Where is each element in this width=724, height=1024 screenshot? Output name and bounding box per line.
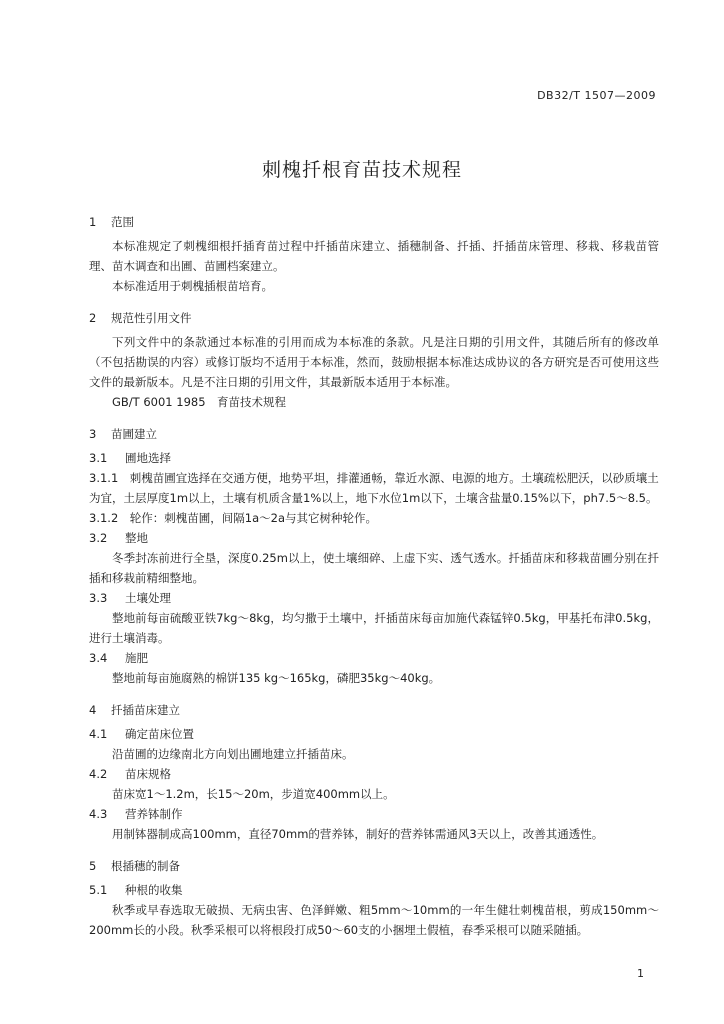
clause: 3.1.2 轮作：刺槐苗圃，间隔1a～2a与其它树种轮作。 (89, 511, 377, 525)
paragraph: 冬季封冻前进行全垦，深度0.25m以上，使土壤细碎、上虚下实、透气透水。扦插苗床和移栽苗圃分别在扦插和移栽前精细整地。 (89, 551, 659, 585)
subsection-heading: 4.3 营养钵制作 (89, 807, 183, 821)
section-heading-5: 5 根插穗的制备 (89, 859, 180, 873)
paragraph: 下列文件中的条款通过本标准的引用而成为本标准的条款。凡是注日期的引用文件，其随后所有的修改单（不包括勘误的内容）或修订版均不适用于本标准，然而，鼓励根据本标准达成协议的各方研究是否可使用这些文件的最新版本。凡是不注日期的引用文件，其最新版本适用于本标准。 (89, 335, 659, 389)
subsection-heading: 4.1 确定苗床位置 (89, 727, 194, 741)
page-number: 1 (637, 967, 644, 980)
subsection-heading: 3.4 施肥 (89, 651, 148, 665)
subsection-heading: 5.1 种根的收集 (89, 883, 183, 897)
subsection-heading: 3.3 土壤处理 (89, 591, 171, 605)
paragraph: 沿苗圃的边缘南北方向划出圃地建立扦插苗床。 (112, 747, 354, 761)
section-heading-1: 1 范围 (89, 215, 134, 229)
paragraph: 苗床宽1～1.2m，长15～20m，步道宽400mm以上。 (112, 787, 395, 801)
paragraph: 用制钵器制成高100mm，直径70mm的营养钵，制好的营养钵需通风3天以上，改善其通透性。 (112, 827, 604, 841)
section-heading-3: 3 苗圃建立 (89, 427, 157, 441)
document-body (89, 212, 659, 940)
paragraph: 秋季或早春选取无破损、无病虫害、色泽鲜嫩、粗5mm～10mm的一年生健壮刺槐苗根，剪成150mm～200mm长的小段。秋季采根可以将根段打成50～60支的小捆埋土假植，春季采根可以随采随插。 (89, 903, 659, 937)
clause: 3.1.1 刺槐苗圃宜选择在交通方便，地势平坦，排灌通畅，靠近水源、电源的地方。土壤疏松肥沃，以砂质壤土为宜，土层厚度1m以上，土壤有机质含量1%以上，地下水位1m以下，土壤含盐量0.15%以下，ph7.5～8.5。 (89, 471, 659, 505)
section-heading-4: 4 扦插苗床建立 (89, 703, 180, 717)
document-code: DB32/T 1507—2009 (537, 89, 656, 102)
subsection-heading: 4.2 苗床规格 (89, 767, 171, 781)
subsection-heading: 3.1 圃地选择 (89, 451, 171, 465)
paragraph: 整地前每亩施腐熟的棉饼135 kg～165kg，磷肥35kg～40kg。 (112, 671, 441, 685)
section-heading-2: 2 规范性引用文件 (89, 311, 192, 325)
paragraph: 本标准适用于刺槐插根苗培育。 (112, 279, 273, 293)
subsection-heading: 3.2 整地 (89, 531, 148, 545)
paragraph: 整地前每亩硫酸亚铁7kg～8kg，均匀撒于土壤中，扦插苗床每亩加施代森锰锌0.5kg，甲基托布津0.5kg，进行土壤消毒。 (89, 611, 659, 645)
document-title: 刺槐扦根育苗技术规程 (261, 159, 462, 181)
reference-item: GB/T 6001 1985 育苗技术规程 (112, 395, 287, 409)
paragraph: 本标准规定了刺槐细根扦插育苗过程中扦插苗床建立、插穗制备、扦插、扦插苗床管理、移栽、移栽苗管理、苗木调查和出圃、苗圃档案建立。 (89, 239, 659, 273)
